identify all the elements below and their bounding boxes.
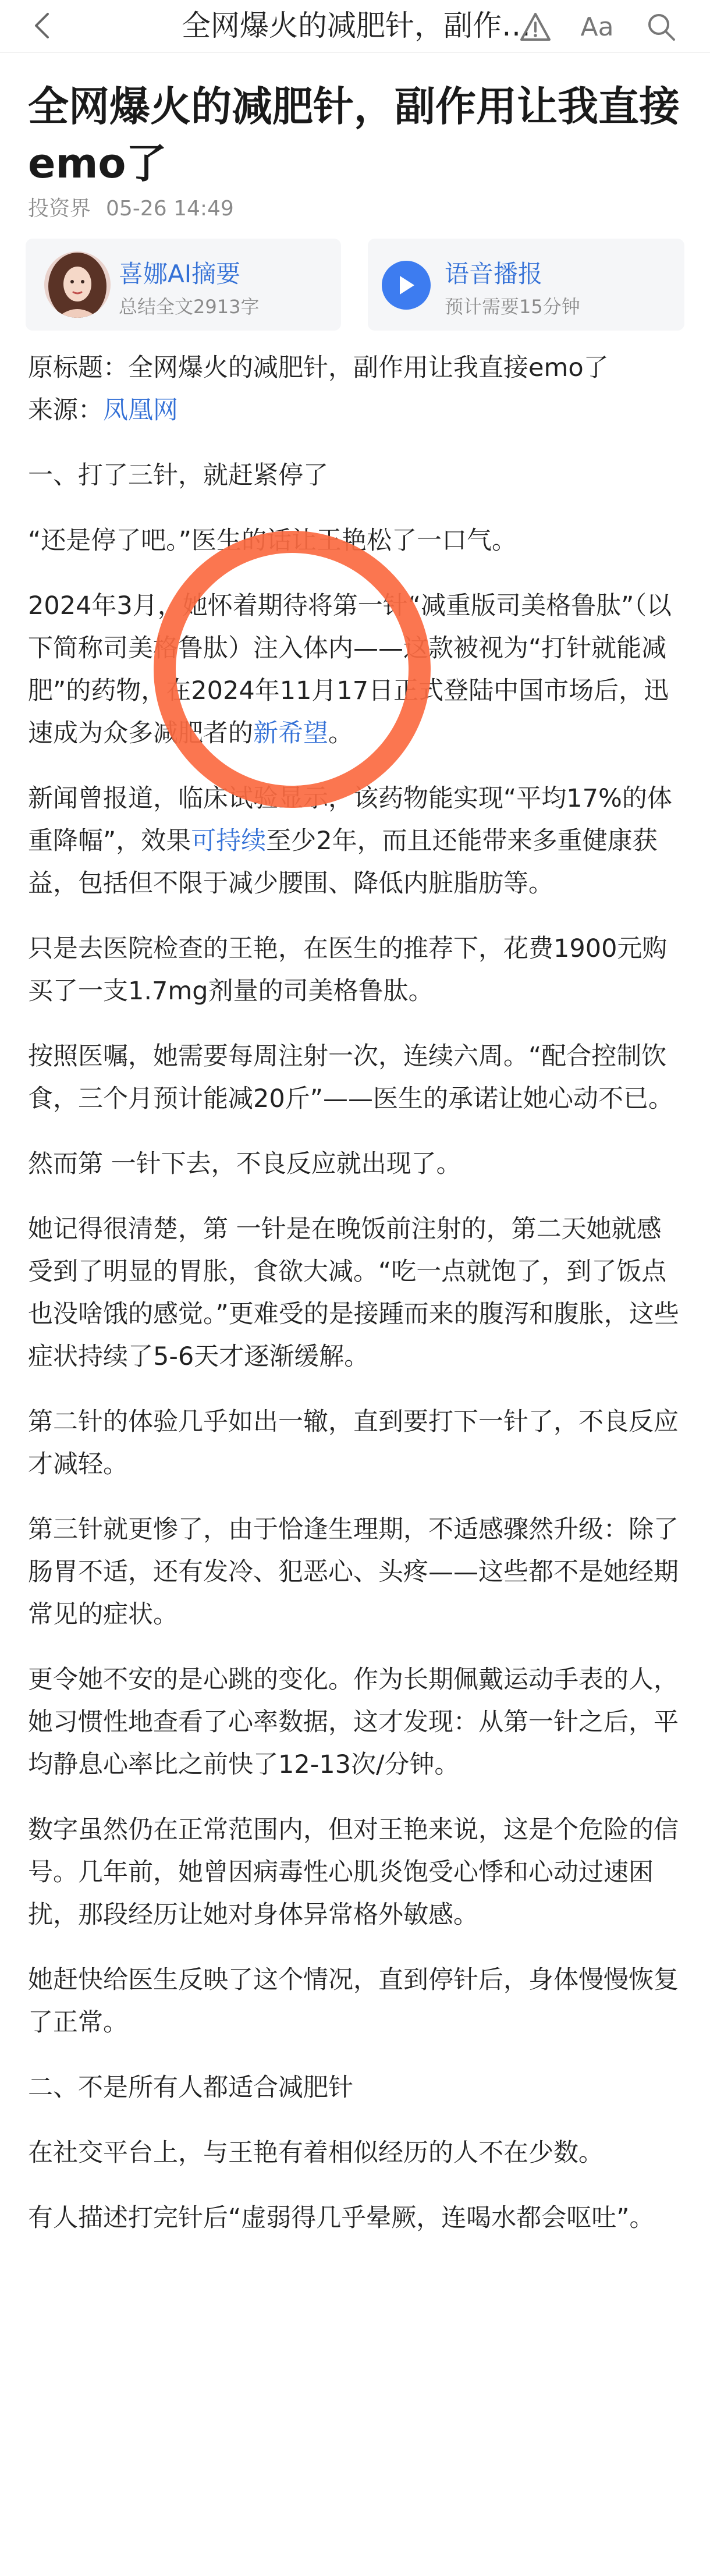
article-source[interactable]: 投资界 [28, 197, 91, 221]
report-button[interactable] [517, 8, 554, 45]
paragraph: 第三针就更惨了，由于恰逢生理期，不适感骤然升级：除了肠胃不适，还有发冷、犯恶心、头疼——这些都不是她经期常见的症状。 [28, 1515, 679, 1629]
font-size-button[interactable] [578, 8, 616, 45]
paragraph: 2024年3月，她怀着期待将第一针“减重版司美格鲁肽”（以下简称司美格鲁肽）注入体内——这款被视为“打针就能减肥”的药物，在2024年11月17日正式登陆中国市场后，迅速成为众多减肥者的新希望。 [28, 591, 672, 748]
ai-summary-card[interactable] [26, 239, 341, 331]
article-datetime: 05-26 14:49 [106, 197, 234, 221]
inline-link[interactable]: 新希望 [253, 719, 328, 748]
article-body [28, 347, 682, 2262]
article-title: 全网爆火的减肥针，副作用让我直接emo了 [28, 83, 680, 187]
inline-link[interactable]: 可持续 [191, 826, 267, 856]
article-meta [28, 192, 234, 222]
paragraph: 按照医嘱，她需要每周注射一次，连续六周。“配合控制饮食，三个月预计能减20斤”——医生的承诺让她心动不已。 [28, 1042, 673, 1113]
font-size-icon: Aa [580, 12, 614, 42]
paragraph: 更令她不安的是心跳的变化。作为长期佩戴运动手表的人，她习惯性地查看了心率数据，这才发现：从第一针之后，平均静息心率比之前快了12-13次/分钟。 [28, 1665, 679, 1779]
audio-title: 语音播报 [445, 260, 543, 288]
paragraph: 原标题：全网爆火的减肥针，副作用让我直接emo了 来源：凤凰网 [28, 353, 609, 425]
paragraph: 数字虽然仍在正常范围内，但对王艳来说，这是个危险的信号。几年前，她曾因病毒性心肌炎饱受心悸和心动过速困扰，那段经历让她对身体异常格外敏感。 [28, 1815, 679, 1929]
section-heading: 一、打了三针，就赶紧停了 [28, 461, 328, 490]
section-heading: 二、不是所有人都适合减肥针 [28, 2073, 353, 2102]
back-button[interactable] [28, 7, 56, 44]
top-nav-bar [0, 0, 710, 53]
source-link[interactable]: 凤凰网 [103, 396, 178, 425]
paragraph: 然而第 一针下去，不良反应就出现了。 [28, 1149, 462, 1179]
paragraph: 有人描述打完针后“虚弱得几乎晕厥，连喝水都会呕吐”。 [28, 2204, 655, 2233]
play-icon [396, 274, 416, 296]
paragraph: 她记得很清楚，第 一针是在晚饭前注射的，第二天她就感受到了明显的胃胀，食欲大减。“吃一点就饱了，到了饭点也没啥饿的感觉。”更难受的是接踵而来的腹泻和腹胀，这些症状持续了5-6天才逐渐缓解。 [28, 1215, 679, 1371]
search-button[interactable] [642, 8, 680, 45]
paragraph: 在社交平台上，与王艳有着相似经历的人不在少数。 [28, 2138, 604, 2167]
paragraph: 她赶快给医生反映了这个情况，直到停针后，身体慢慢恢复了正常。 [28, 1965, 679, 2037]
ai-summary-title: 喜娜AI摘要 [119, 260, 241, 288]
paragraph: “还是停了吧。”医生的话让王艳松了一口气。 [28, 526, 517, 555]
audio-broadcast-card[interactable] [368, 239, 684, 331]
audio-subtitle: 预计需要15分钟 [445, 296, 580, 318]
avatar [44, 251, 111, 318]
ai-summary-subtitle: 总结全文2913字 [119, 296, 260, 318]
play-button[interactable] [382, 261, 431, 310]
warning-triangle-icon [519, 12, 552, 42]
paragraph: 新闻曾报道，临床试验显示，该药物能实现“平均17%的体重降幅”，效果可持续至少2年，而且还能带来多重健康获益，包括但不限于减少腰围、降低内脏脂肪等。 [28, 784, 672, 898]
paragraph: 只是去医院检查的王艳，在医生的推荐下，花费1900元购买了一支1.7mg剂量的司美格鲁肽。 [28, 934, 668, 1006]
paragraph: 第二针的体验几乎如出一辙，直到要打下一针了，不良反应才减轻。 [28, 1407, 679, 1479]
back-chevron-icon [34, 12, 50, 40]
search-icon [646, 12, 676, 42]
nav-title: 全网爆火的减肥针，副作… [182, 9, 531, 42]
